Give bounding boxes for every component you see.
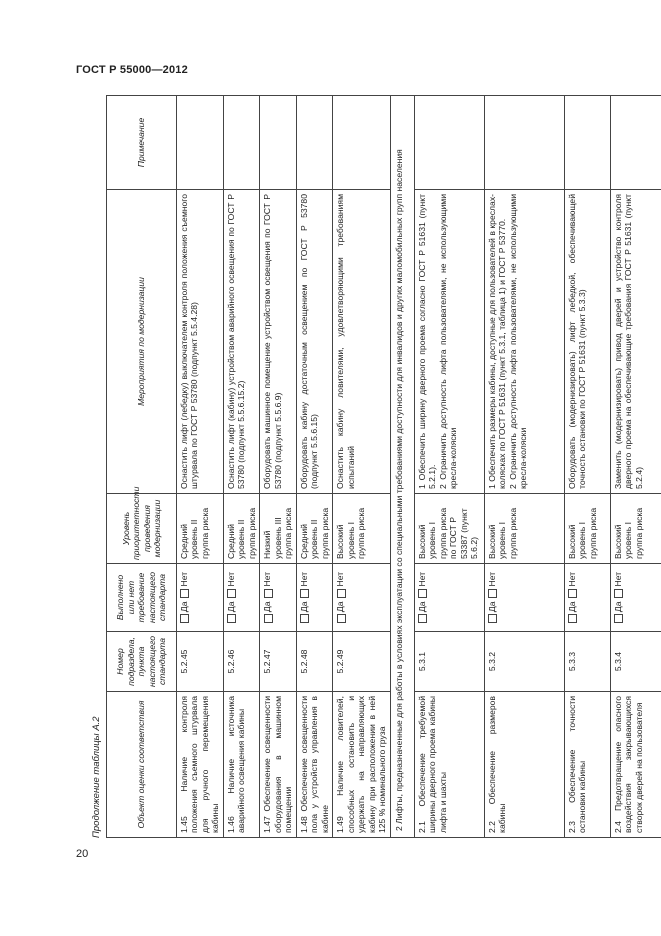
- section-title: 2 Лифты, предназначенные для работы в условиях эксплуатации со специальными требованиями доступности для инвалидов и других маломобильных групп населения: [390, 96, 414, 838]
- no-checkbox[interactable]: [300, 589, 309, 598]
- row-object: 1.45 Наличие контроля положения съемного штурвала для ручного перемещения кабины: [177, 692, 224, 838]
- col-header-fulfilled: Выполнено или нет требование настоящего стандарта: [107, 564, 177, 632]
- row-note: [333, 96, 390, 190]
- col-header-object: Объект оценки соответствия: [107, 692, 177, 838]
- no-label: Нет: [262, 571, 273, 587]
- measure-item: 2 Ограничить доступность лифта пользователями, не использующими кресла-коляски: [437, 194, 459, 489]
- no-checkbox[interactable]: [488, 589, 497, 598]
- table-header-row: [107, 96, 177, 838]
- row-priority: Высокий уровень I группа риска: [564, 494, 610, 564]
- row-priority: Средний уровень II группа риска: [177, 494, 224, 564]
- row-note: [414, 96, 484, 190]
- row-clause: 5.2.45: [177, 632, 224, 692]
- yes-checkbox[interactable]: [418, 614, 427, 623]
- row-object: 2.4 Предотвращение опасного воздействия закрывающихся створок дверей на пользователя: [610, 692, 661, 838]
- table-row: [177, 96, 224, 838]
- row-object: 1.48 Обеспечение освещенности пола у устройств управления в кабине: [296, 692, 332, 838]
- yes-label: Да: [612, 601, 623, 613]
- row-fulfilled: [177, 564, 224, 632]
- no-checkbox[interactable]: [180, 589, 189, 598]
- row-clause: 5.2.48: [296, 632, 332, 692]
- row-note: [484, 96, 564, 190]
- row-clause: 5.2.47: [260, 632, 296, 692]
- row-clause: 5.3.2: [484, 632, 564, 692]
- no-checkbox[interactable]: [337, 589, 346, 598]
- yes-checkbox[interactable]: [227, 614, 236, 623]
- yes-checkbox[interactable]: [488, 614, 497, 623]
- row-clause: 5.3.4: [610, 632, 661, 692]
- table-row: [564, 96, 610, 838]
- row-fulfilled: [223, 564, 259, 632]
- row-clause: 5.2.46: [223, 632, 259, 692]
- row-object: 2.1 Обеспечение требуемой ширины дверного проема кабины лифта и шахты: [414, 692, 484, 838]
- row-note: [177, 96, 224, 190]
- col-header-priority: Уровень приоритетности проведения модернизации: [107, 494, 177, 564]
- no-label: Нет: [612, 571, 623, 587]
- no-checkbox[interactable]: [614, 589, 623, 598]
- no-label: Нет: [179, 571, 189, 587]
- row-fulfilled: [260, 564, 296, 632]
- col-header-note: Примечание: [107, 96, 177, 190]
- row-object: 2.2 Обеспечение размеров кабины: [484, 692, 564, 838]
- row-measures: Оснастить лифт (лебедку) выключателем контроля положения съемного штурвала по ГОСТ Р 53780 (подпункт 5.5.4.28): [177, 190, 224, 494]
- yes-label: Да: [179, 601, 189, 613]
- yes-label: Да: [566, 601, 577, 613]
- measure-item: 2 Ограничить доступность лифта пользователями, не использующими кресла-коляски: [507, 194, 529, 489]
- no-label: Нет: [335, 571, 346, 587]
- no-checkbox[interactable]: [264, 589, 273, 598]
- table-row: [333, 96, 390, 838]
- row-object: 1.47 Обеспечение освещенности оборудования в машинном помещении: [260, 692, 296, 838]
- no-checkbox[interactable]: [568, 589, 577, 598]
- row-measures: [610, 190, 661, 494]
- table-row: [223, 96, 259, 838]
- no-label: Нет: [416, 571, 427, 587]
- row-note: [260, 96, 296, 190]
- yes-checkbox[interactable]: [300, 614, 309, 623]
- col-header-clause: Номер подраздела, пункта настоящего стандарта: [107, 632, 177, 692]
- row-measures: [414, 190, 484, 494]
- row-object: 1.49 Наличие ловителей, способных остановить и удержать на направляющих кабину при расположении в ней 125 % номинального груза: [333, 692, 390, 838]
- yes-label: Да: [335, 601, 346, 613]
- no-label: Нет: [298, 571, 309, 587]
- measure-item: 1 Обеспечить размеры кабины, доступные для пользователей в креслах-колясках по ГОСТ Р 51631 (пункт 5.3.1, таблица 1) и ГОСТ Р 53770.: [486, 194, 508, 489]
- table-row: [484, 96, 564, 838]
- no-checkbox[interactable]: [227, 589, 236, 598]
- row-note: [223, 96, 259, 190]
- table-row: [260, 96, 296, 838]
- measure-item: Оборудовать (модернизировать) лифт лебедкой, обеспечивающей точность остановки по ГОСТ Р 51631 (пункт 5.3.3): [566, 194, 588, 489]
- measure-item: Заменить (модернизировать) привод дверей и устройство контроля дверного проема на обеспечивающие требования ГОСТ Р 51631 (пункт 5.2.4): [612, 194, 644, 489]
- yes-checkbox[interactable]: [180, 614, 189, 623]
- no-checkbox[interactable]: [418, 589, 427, 598]
- modernization-table: [106, 95, 661, 838]
- row-measures: [484, 190, 564, 494]
- rotated-table-block: [88, 96, 644, 838]
- row-measures: [564, 190, 610, 494]
- row-object: 1.46 Наличие источника аварийного освещения кабины: [223, 692, 259, 838]
- no-label: Нет: [225, 571, 236, 587]
- table-row: [414, 96, 484, 838]
- section-row: [390, 96, 414, 838]
- row-priority: Средний уровень II группа риска: [223, 494, 259, 564]
- col-header-measures: Мероприятия по модернизации: [107, 190, 177, 494]
- row-clause: 5.3.3: [564, 632, 610, 692]
- yes-label: Да: [486, 601, 497, 613]
- yes-label: Да: [262, 601, 273, 613]
- table-row: [296, 96, 332, 838]
- row-measures: Оборудовать кабину достаточным освещением по ГОСТ Р 53780 (подпункт 5.5.6.15): [296, 190, 332, 494]
- row-clause: 5.3.1: [414, 632, 484, 692]
- row-fulfilled: [564, 564, 610, 632]
- yes-label: Да: [225, 601, 236, 613]
- table-caption: Продолжение таблицы А.2: [91, 716, 102, 838]
- yes-label: Да: [416, 601, 427, 613]
- row-note: [564, 96, 610, 190]
- page-number: 20: [76, 848, 89, 860]
- row-fulfilled: [610, 564, 661, 632]
- yes-label: Да: [298, 601, 309, 613]
- row-priority: Высокий уровень I группа риска по ГОСТ Р 53387 (пункт 5.6.2): [414, 494, 484, 564]
- yes-checkbox[interactable]: [568, 614, 577, 623]
- yes-checkbox[interactable]: [614, 614, 623, 623]
- yes-checkbox[interactable]: [337, 614, 346, 623]
- row-priority: Высокий уровень I группа риска: [484, 494, 564, 564]
- row-fulfilled: [296, 564, 332, 632]
- document-header: ГОСТ Р 55000—2012: [76, 64, 188, 76]
- row-fulfilled: [333, 564, 390, 632]
- row-priority: Низкий уровень III группа риска: [260, 494, 296, 564]
- table-row: [610, 96, 661, 838]
- row-clause: 5.2.49: [333, 632, 390, 692]
- row-priority: Высокий уровень I группа риска: [333, 494, 390, 564]
- row-measures: Оснастить кабину ловителями, удовлетворяющими требованиям испытаний: [333, 190, 390, 494]
- row-priority: Средний уровень II группа риска: [296, 494, 332, 564]
- no-label: Нет: [486, 571, 497, 587]
- row-measures: Оборудовать машинное помещение устройством освещения по ГОСТ Р 53780 (подпункт 5.5.6.9): [260, 190, 296, 494]
- row-note: [296, 96, 332, 190]
- measure-item: 1 Обеспечить ширину дверного проема согласно ГОСТ Р 51631 (пункт 5.2.1).: [416, 194, 438, 489]
- yes-checkbox[interactable]: [264, 614, 273, 623]
- row-measures: Оснастить лифт (кабину) устройством аварийного освещения по ГОСТ Р 53780 (подпункт 5.5.6.15.2): [223, 190, 259, 494]
- row-priority: Высокий уровень I группа риска: [610, 494, 661, 564]
- row-object: 2.3 Обеспечение точности остановки кабины: [564, 692, 610, 838]
- row-fulfilled: [414, 564, 484, 632]
- row-fulfilled: [484, 564, 564, 632]
- row-note: [610, 96, 661, 190]
- no-label: Нет: [566, 571, 577, 587]
